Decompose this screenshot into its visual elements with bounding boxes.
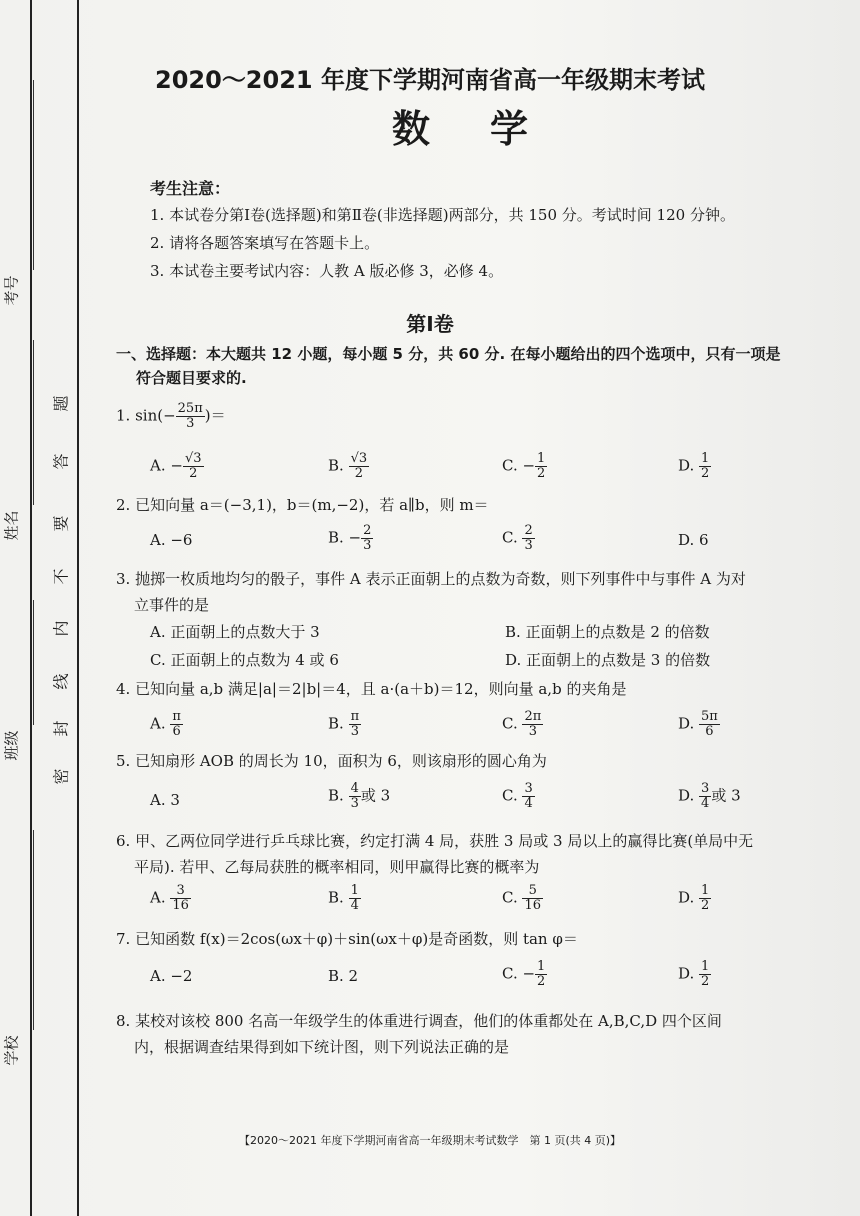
seal-char: 线: [51, 673, 71, 690]
page-footer: 【2020～2021 年度下学期河南省高一年级期末考试数学 第 1 页(共 4 页)】: [238, 1134, 622, 1147]
seal-char: 密: [51, 768, 71, 785]
seal-char: 答: [51, 453, 71, 470]
option: C. $\frac{3}{4}$: [502, 781, 533, 811]
option: D. 6: [678, 531, 709, 549]
option: B. − $\frac{2}{3}$: [328, 523, 372, 553]
option: B. 正面朝上的点数是 2 的倍数: [505, 623, 710, 641]
question-8: 8. 某校对该校 800 名高一年级学生的体重进行调查，他们的体重都处在 A,B,C,D 四个区间 内，根据调查结果得到如下统计图，则下列说法正确的是: [116, 1012, 722, 1056]
question-2: 2. 已知向量 a＝(−3,1)，b＝(m,−2)，若 a∥b，则 m＝: [116, 496, 489, 514]
option: C. 正面朝上的点数为 4 或 6: [150, 651, 339, 669]
question-stem: 1. sin(−: [116, 406, 176, 425]
option: D. 正面朝上的点数是 3 的倍数: [505, 651, 711, 669]
option: B. $\frac{\pi}{3}$: [328, 709, 360, 739]
section-line: 一、选择题：本大题共 12 小题，每小题 5 分，共 60 分. 在每小题给出的四个选项中，只有一项是: [116, 345, 781, 363]
option: D. $\frac{1}{2}$: [678, 959, 710, 989]
notice-item: 2. 请将各题答案填写在答题卡上。: [150, 234, 380, 252]
seal-char: 内: [51, 620, 71, 637]
exam-title: 2020～2021 年度下学期河南省高一年级期末考试: [155, 66, 705, 94]
class-rule: [33, 600, 34, 725]
option: A. $\frac{3}{16}$: [150, 883, 189, 913]
option: D. $\frac{1}{2}$: [678, 883, 710, 913]
option: A. − $\frac{√3}{2}$: [150, 451, 202, 481]
seal-char: 要: [51, 515, 71, 532]
option: B. $\frac{√3}{2}$: [328, 451, 368, 481]
fraction: $\frac{25\pi}{3}$: [177, 401, 203, 431]
question-6: 6. 甲、乙两位同学进行乒乓球比赛，约定打满 4 局，获胜 3 局或 3 局以上的赢得比赛(单局中无 平局). 若甲、乙每局获胜的概率相同，则甲赢得比赛的概率为: [116, 832, 754, 876]
exam-no-label: 考号: [2, 275, 21, 306]
notice-item: 1. 本试卷分第Ⅰ卷(选择题)和第Ⅱ卷(非选择题)两部分，共 150 分。考试时间 120 分钟。: [150, 206, 735, 224]
option: A. 正面朝上的点数大于 3: [150, 623, 320, 641]
option: C. $\frac{5}{16}$: [502, 883, 542, 913]
option: A. −6: [150, 531, 193, 549]
seal-char: 不: [51, 568, 71, 585]
question-4: 4. 已知向量 a,b 满足|a|＝2|b|＝4，且 a·(a＋b)＝12，则向量 a,b 的夹角是: [116, 680, 627, 698]
option: B. $\frac{4}{3}$ 或 3: [328, 781, 391, 811]
option: C. − $\frac{1}{2}$: [502, 959, 546, 989]
subject-title: 数学: [391, 107, 588, 151]
volume-heading: 第Ⅰ卷: [406, 312, 454, 336]
notice-item: 3. 本试卷主要考试内容：人教 A 版必修 3，必修 4。: [150, 262, 504, 280]
section-instruction: [116, 342, 836, 390]
option: A. −2: [150, 967, 193, 985]
class-label: 班级: [2, 730, 21, 761]
notice-heading: 考生注意：: [150, 179, 231, 198]
question-5: 5. 已知扇形 AOB 的周长为 10，面积为 6，则该扇形的圆心角为: [116, 752, 547, 770]
option: A. 3: [150, 791, 180, 809]
option: C. $\frac{2\pi}{3}$: [502, 709, 542, 739]
option: D. $\frac{5\pi}{6}$: [678, 709, 718, 739]
option: A. $\frac{\pi}{6}$: [150, 709, 181, 739]
question-3: 3. 抛掷一枚质地均匀的骰子，事件 A 表示正面朝上的点数为奇数，则下列事件中与事件 A 为对 立事件的是: [116, 570, 746, 614]
seal-char: 题: [51, 395, 71, 412]
section-line: 符合题目要求的.: [136, 369, 247, 387]
option: B. 2: [328, 967, 359, 985]
school-rule: [33, 830, 34, 1030]
option: C. − $\frac{1}{2}$: [502, 451, 546, 481]
option: B. $\frac{1}{4}$: [328, 883, 359, 913]
name-rule: [33, 340, 34, 505]
school-label: 学校: [2, 1035, 21, 1066]
option: D. $\frac{3}{4}$ 或 3: [678, 781, 741, 811]
option: D. $\frac{1}{2}$: [678, 451, 710, 481]
seal-char: 封: [51, 720, 71, 737]
option: C. $\frac{2}{3}$: [502, 523, 533, 553]
binding-line-left: [30, 0, 32, 1216]
name-label: 姓名: [2, 510, 21, 541]
binding-line-right: [77, 0, 79, 1216]
question-1: 1. sin(− $\frac{25\pi}{3}$ )＝: [116, 401, 226, 431]
question-7: 7. 已知函数 f(x)＝2cos(ωx＋φ)＋sin(ωx＋φ)是奇函数，则 tan φ＝: [116, 930, 578, 948]
